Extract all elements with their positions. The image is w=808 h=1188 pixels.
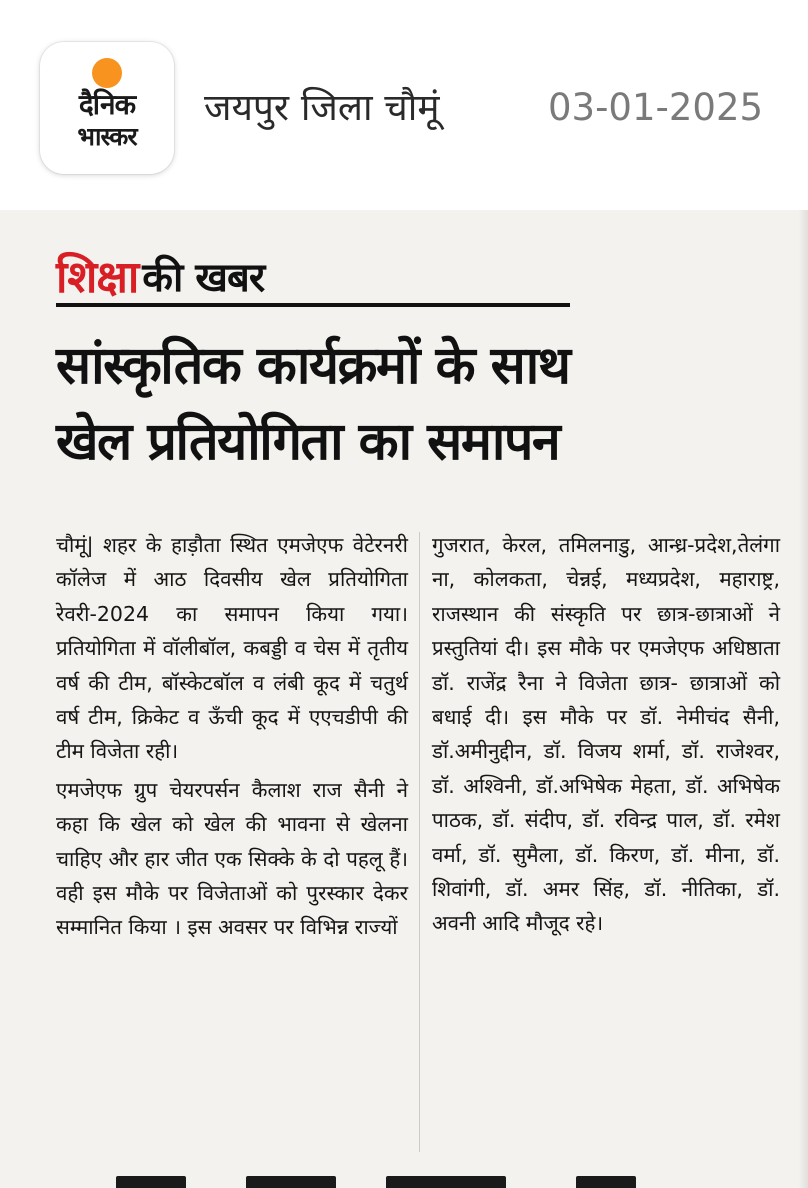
article-paragraph: चौमूं| शहर के हाड़ौता स्थित एमजेएफ वेटेरनरी कॉलेज में आठ दिवसीय खेल प्रतियोगिता रेवरी-2024 का समापन किया गया। प्रतियोगिता में वॉलीबॉल, कबड्डी व चेस में तृतीय वर्ष की टीम, बॉस्केटबॉल व लंबी कूद में चतुर्थ वर्ष टीम, क्रिकेट व ऊँची कूद में एएचडीपी की टीम विजेता रही। (56, 533, 408, 764)
headline-line-2: खेल प्रतियोगिता का समापन (56, 412, 560, 472)
section-divider (56, 303, 570, 307)
dainik-bhaskar-logo[interactable] (40, 42, 174, 174)
article-column-left (56, 528, 408, 945)
section-label-rest: की खबर (142, 254, 265, 301)
page-edge-shadow (798, 210, 808, 1188)
section-label-highlight: शिक्षा (56, 252, 139, 303)
cut-off-next-article (56, 1170, 756, 1188)
edition-date: 03-01-2025 (548, 86, 764, 129)
logo-text-line1: दैनिक (78, 88, 136, 121)
sun-icon (92, 58, 122, 88)
column-divider (419, 532, 420, 1152)
section-label (56, 238, 264, 308)
edition-location: जयपुर जिला चौमूं (204, 86, 440, 129)
article-column-right (432, 528, 780, 941)
newspaper-clipping (0, 210, 808, 1188)
article-headline (56, 328, 776, 480)
headline-line-1: सांस्कृतिक कार्यक्रमों के साथ (56, 336, 570, 396)
article-paragraph: गुजरात, केरल, तमिलनाडु, आन्ध्र-प्रदेश,तेलंगा ना, कोलकता, चेन्नई, मध्यप्रदेश, महाराष्ट्र, राजस्थान की संस्कृति पर छात्र-छात्राओं ने प्रस्तुतियां दी। इस मौके पर एमजेएफ अधिष्ठाता डॉ. राजेंद्र रैना ने विजेता छात्र- छात्राओं को बधाई दी। इस मौके पर डॉ. नेमीचंद सैनी, डॉ.अमीनुद्दीन, डॉ. विजय शर्मा, डॉ. राजेश्वर, डॉ. अश्विनी, डॉ.अभिषेक मेहता, डॉ. अभिषेक पाठक, डॉ. संदीप, डॉ. रविन्द्र पाल, डॉ. रमेश वर्मा, डॉ. सुमैला, डॉ. किरण, डॉ. मीना, डॉ. शिवांगी, डॉ. अमर सिंह, डॉ. नीतिका, डॉ. अवनी आदि मौजूद रहे। (432, 533, 780, 936)
app-header (0, 0, 808, 210)
article-paragraph: एमजेएफ ग्रुप चेयरपर्सन कैलाश राज सैनी ने कहा कि खेल को खेल की भावना से खेलना चाहिए और हार जीत एक सिक्के के दो पहलू हैं। वही इस मौके पर विजेताओं को पुरस्कार देकर सम्मानित किया । इस अवसर पर विभिन्न राज्यों (56, 777, 408, 940)
logo-text-line2: भास्कर (77, 122, 137, 151)
